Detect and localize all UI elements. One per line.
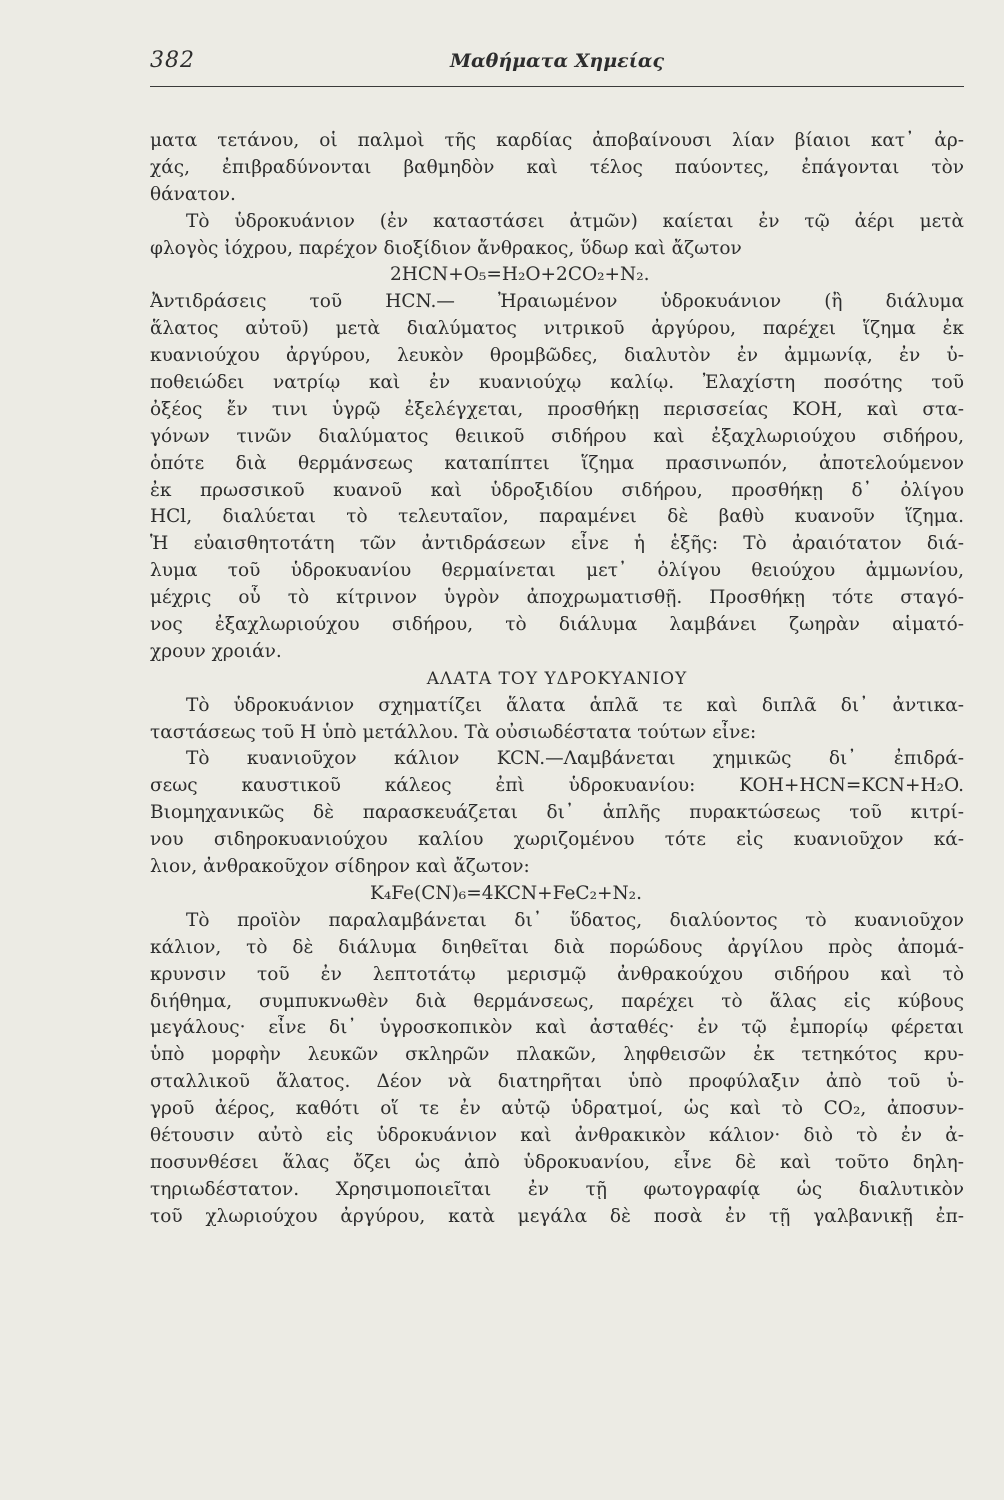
- text-line: νος ἐξαχλωριούχου σιδήρου, τὸ διάλυμα λαμβάνει ζωηρὰν αἱματό-: [150, 614, 964, 636]
- text-line: φλογὸς ἰόχρου, παρέχον διοξίδιον ἄνθρακος, ὕδωρ καὶ ἄζωτον: [150, 237, 742, 259]
- text-line: ὁπότε διὰ θερμάνσεως καταπίπτει ἵζημα πρασινωπόν, ἀποτελούμενον: [150, 452, 964, 474]
- text-line: Τὸ προϊὸν παραλαμβάνεται δι᾽ ὕδατος, διαλύοντος τὸ κυανιοῦχον: [186, 909, 964, 931]
- text-line: σεως καυστικοῦ κάλεος ἐπὶ ὑδροκυανίου: KOH+HCN=KCN+H₂O.: [150, 775, 964, 797]
- section-heading: ΑΛΑΤΑ ΤΟΥ ΥΔΡΟΚΥΑΝΙΟΥ: [426, 668, 688, 689]
- text-line: Τὸ κυανιοῦχον κάλιον KCN.—Λαμβάνεται χημικῶς δι᾽ ἐπιδρά-: [186, 748, 964, 770]
- page-number: 382: [150, 48, 195, 73]
- text-line: ὀξέος ἔν τινι ὑγρῷ ἐξελέγχεται, προσθήκῃ περισσείας KOH, καὶ στα-: [150, 398, 964, 420]
- text-line: γροῦ ἀέρος, καθότι οἵ τε ἐν αὐτῷ ὑδρατμοί, ὡς καὶ τὸ CO₂, ἀποσυν-: [150, 1098, 964, 1120]
- text-line: ποθειώδει νατρίῳ καὶ ἐν κυανιούχῳ καλίῳ. Ἐλαχίστη ποσότης τοῦ: [150, 372, 964, 394]
- text-line: ἅλατος αὐτοῦ) μετὰ διαλύματος νιτρικοῦ ἀργύρου, παρέχει ἵζημα ἐκ: [150, 318, 964, 340]
- text-line: γόνων τινῶν διαλύματος θειικοῦ σιδήρου καὶ ἐξαχλωριούχου σιδήρου,: [150, 425, 964, 447]
- chemical-formula: K₄Fe(CN)₆=4KCN+FeC₂+N₂.: [370, 882, 642, 904]
- text-line: Ἡ εὐαισθητοτάτη τῶν ἀντιδράσεων εἶνε ἡ ἑξῆς: Τὸ ἀραιότατον διά-: [150, 533, 964, 555]
- chemical-formula: 2HCN+O₅=H₂O+2CO₂+N₂.: [390, 264, 650, 286]
- text-line: μέχρις οὗ τὸ κίτρινον ὑγρὸν ἀποχρωματισθῇ. Προσθήκῃ τότε σταγό-: [150, 587, 964, 609]
- text-line: Τὸ ὑδροκυάνιον σχηματίζει ἅλατα ἁπλᾶ τε καὶ διπλᾶ δι᾽ ἀντικα-: [186, 694, 964, 716]
- text-line: σταλλικοῦ ἅλατος. Δέον νὰ διατηρῆται ὑπὸ προφύλαξιν ἀπὸ τοῦ ὑ-: [150, 1071, 964, 1093]
- text-line: χάς, ἐπιβραδύνονται βαθμηδὸν καὶ τέλος παύοντες, ἐπάγονται τὸν: [150, 156, 964, 178]
- running-title: Μαθήματα Χημείας: [450, 50, 665, 72]
- text-line: ἐκ πρωσσικοῦ κυανοῦ καὶ ὑδροξιδίου σιδήρου, προσθήκῃ δ᾽ ὀλίγου: [150, 479, 964, 501]
- text-line: κάλιον, τὸ δὲ διάλυμα διηθεῖται διὰ πορώδους ἀργίλου πρὸς ἀπομά-: [150, 936, 964, 958]
- text-line: θέτουσιν αὐτὸ εἰς ὑδροκυάνιον καὶ ἀνθρακικὸν κάλιον· διὸ τὸ ἐν ἀ-: [150, 1124, 964, 1146]
- header-rule: [150, 86, 964, 87]
- text-line: τηριωδέστατον. Χρησιμοποιεῖται ἐν τῇ φωτογραφίᾳ ὡς διαλυτικὸν: [150, 1178, 964, 1200]
- text-line: κυανιούχου ἀργύρου, λευκὸν θρομβῶδες, διαλυτὸν ἐν ἀμμωνίᾳ, ἐν ὑ-: [150, 345, 964, 367]
- text-line: ταστάσεως τοῦ H ὑπὸ μετάλλου. Τὰ οὐσιωδέστατα τούτων εἶνε:: [150, 721, 757, 743]
- text-line: HCl, διαλύεται τὸ τελευταῖον, παραμένει δὲ βαθὺ κυανοῦν ἵζημα.: [150, 506, 964, 528]
- text-line: νου σιδηροκυανιούχου καλίου χωριζομένου τότε εἰς κυανιοῦχον κά-: [150, 829, 964, 851]
- text-line: ματα τετάνου, οἱ παλμοὶ τῆς καρδίας ἀποβαίνουσι λίαν βίαιοι κατ᾽ ἀρ-: [150, 130, 964, 151]
- text-line: Ἀντιδράσεις τοῦ HCN.— Ἠραιωμένον ὑδροκυάνιον (ἢ διάλυμα: [150, 291, 964, 313]
- text-line: κρυνσιν τοῦ ἐν λεπτοτάτῳ μερισμῷ ἀνθρακούχου σιδήρου καὶ τὸ: [150, 963, 964, 985]
- text-line: λυμα τοῦ ὑδροκυανίου θερμαίνεται μετ᾽ ὀλίγου θειούχου ἀμμωνίου,: [150, 560, 964, 582]
- page-header: [150, 48, 964, 88]
- text-line: Τὸ ὑδροκυάνιον (ἐν καταστάσει ἀτμῶν) καίεται ἐν τῷ ἀέρι μετὰ: [186, 210, 964, 232]
- body-text: [150, 128, 964, 1231]
- text-line: θάνατον.: [150, 183, 236, 205]
- text-line: τοῦ χλωριούχου ἀργύρου, κατὰ μεγάλα δὲ ποσὰ ἐν τῇ γαλβανικῇ ἐπ-: [150, 1205, 964, 1227]
- text-line: διήθημα, συμπυκνωθὲν διὰ θερμάνσεως, παρέχει τὸ ἅλας εἰς κύβους: [150, 990, 964, 1012]
- text-line: Βιομηχανικῶς δὲ παρασκευάζεται δι᾽ ἁπλῆς πυρακτώσεως τοῦ κιτρί-: [150, 802, 964, 824]
- text-line: ὑπὸ μορφὴν λευκῶν σκληρῶν πλακῶν, ληφθεισῶν ἐκ τετηκότος κρυ-: [150, 1044, 964, 1066]
- text-line: λιον, ἀνθρακοῦχον σίδηρον καὶ ἄζωτον:: [150, 856, 530, 878]
- text-line: ποσυνθέσει ἅλας ὄζει ὡς ἀπὸ ὑδροκυανίου, εἶνε δὲ καὶ τοῦτο δηλη-: [150, 1151, 964, 1173]
- text-line: μεγάλους· εἶνε δι᾽ ὑγροσκοπικὸν καὶ ἀσταθές· ἐν τῷ ἐμπορίῳ φέρεται: [150, 1017, 964, 1039]
- text-line: χρουν χροιάν.: [150, 640, 282, 662]
